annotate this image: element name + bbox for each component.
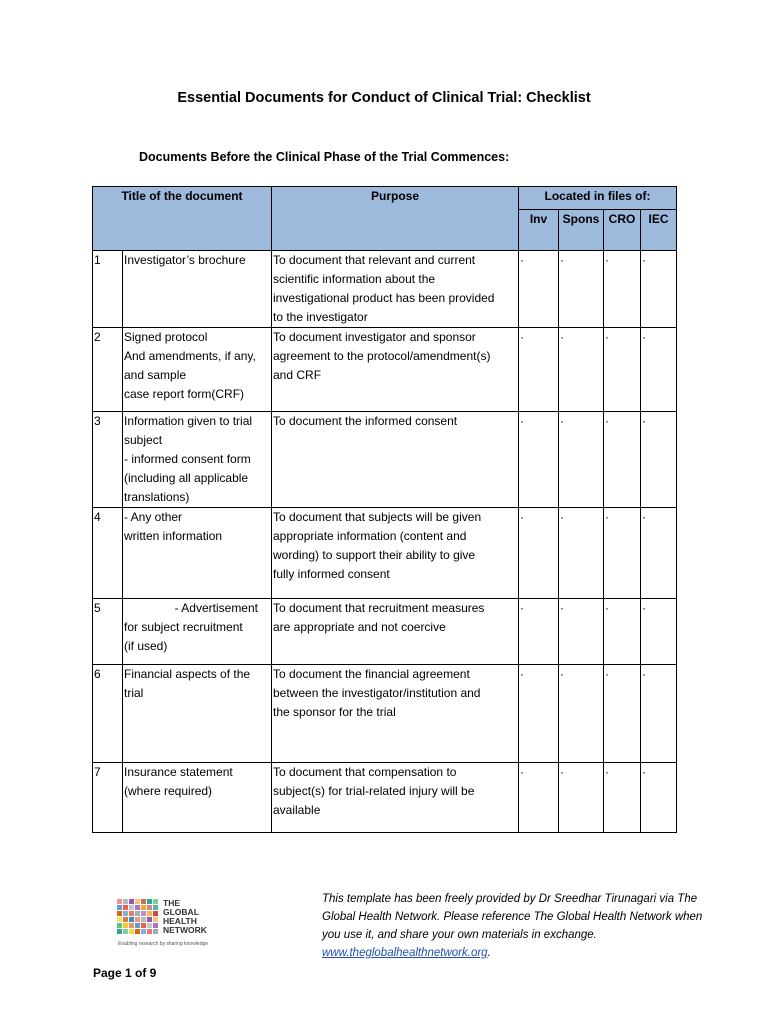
purpose-line: to the investigator — [273, 310, 368, 324]
website-link[interactable]: www.theglobalhealthnetwork.org — [322, 947, 488, 959]
file-mark-iec: · — [641, 251, 677, 328]
file-mark-cro: · — [604, 328, 641, 412]
logo-square — [117, 899, 122, 904]
purpose-line: fully informed consent — [273, 567, 390, 581]
document-title-line: and sample — [124, 368, 187, 382]
logo-square — [153, 917, 158, 922]
purpose-cell — [272, 251, 519, 328]
logo-square — [123, 905, 128, 910]
purpose-line: To document that subjects will be given — [273, 510, 482, 524]
document-title-line: Investigator’s brochure — [124, 253, 246, 267]
header-title-of-document: Title of the document — [93, 187, 272, 251]
row-number: 3 — [93, 412, 123, 508]
file-mark-spons: · — [559, 599, 604, 665]
logo-square — [123, 929, 128, 934]
row-number: 7 — [93, 763, 123, 833]
logo-square — [123, 899, 128, 904]
logo-square — [135, 923, 140, 928]
document-title-line: for subject recruitment — [124, 620, 243, 634]
document-title-line: subject — [124, 433, 163, 447]
purpose-cell — [272, 763, 519, 833]
logo-square — [147, 923, 152, 928]
document-title-line: (including all applicable — [124, 471, 249, 485]
document-title-line: And amendments, if any, — [124, 349, 256, 363]
file-mark-spons: · — [559, 251, 604, 328]
footer-note-line: Global Health Network. Please reference The Global Health Network when — [322, 911, 703, 923]
footer-note-line: This template has been freely provided by Dr Sreedhar Tirunagari via The — [322, 893, 698, 905]
logo-square — [147, 911, 152, 916]
purpose-line: are appropriate and not coercive — [273, 620, 446, 634]
logo-square — [153, 899, 158, 904]
file-mark-spons: · — [559, 763, 604, 833]
checklist-table — [92, 186, 677, 833]
document-title-line: - informed consent form — [124, 452, 251, 466]
section-subtitle: Documents Before the Clinical Phase of the Trial Commences: — [139, 150, 510, 164]
table-row — [93, 251, 677, 328]
logo-square — [117, 911, 122, 916]
file-mark-iec: · — [641, 328, 677, 412]
file-mark-iec: · — [641, 412, 677, 508]
file-mark-cro: · — [604, 665, 641, 763]
row-number: 6 — [93, 665, 123, 763]
document-title-cell — [123, 665, 272, 763]
document-title-line: - Any other — [124, 510, 183, 524]
purpose-line: To document investigator and sponsor — [273, 330, 476, 344]
logo-square — [147, 905, 152, 910]
purpose-line: To document that recruitment measures — [273, 601, 485, 615]
purpose-line: To document that compensation to — [273, 765, 457, 779]
document-title-line: Information given to trial — [124, 414, 253, 428]
file-mark-inv: · — [519, 508, 559, 599]
document-title-line: trial — [124, 686, 144, 700]
row-number: 5 — [93, 599, 123, 665]
header-iec: IEC — [641, 210, 677, 251]
logo-square — [129, 923, 134, 928]
logo-square — [129, 917, 134, 922]
logo-square — [135, 917, 140, 922]
file-mark-iec: · — [641, 508, 677, 599]
file-mark-inv: · — [519, 763, 559, 833]
purpose-line: appropriate information (content and — [273, 529, 467, 543]
logo-square — [129, 911, 134, 916]
logo-square — [141, 917, 146, 922]
purpose-cell — [272, 599, 519, 665]
file-mark-iec: · — [641, 665, 677, 763]
logo-graphic — [117, 897, 227, 949]
logo-square — [147, 929, 152, 934]
document-title-line: - Advertisement — [174, 601, 258, 615]
document-title-line: Signed protocol — [124, 330, 208, 344]
purpose-cell — [272, 665, 519, 763]
document-title-line: Financial aspects of the — [124, 667, 251, 681]
logo-square — [129, 899, 134, 904]
row-number: 2 — [93, 328, 123, 412]
purpose-cell — [272, 328, 519, 412]
logo-square — [129, 929, 134, 934]
file-mark-inv: · — [519, 412, 559, 508]
row-number: 1 — [93, 251, 123, 328]
purpose-line: between the investigator/institution and — [273, 686, 481, 700]
logo-square — [153, 905, 158, 910]
file-mark-cro: · — [604, 251, 641, 328]
purpose-line: To document the informed consent — [273, 414, 458, 428]
logo-text-line4: NETWORK — [163, 925, 207, 935]
document-title-cell — [123, 599, 272, 665]
table-row — [93, 508, 677, 599]
document-title-cell — [123, 412, 272, 508]
logo-square — [135, 929, 140, 934]
purpose-cell — [272, 412, 519, 508]
logo-square — [135, 905, 140, 910]
header-cro: CRO — [604, 210, 641, 251]
document-title-line: written information — [124, 529, 223, 543]
table-row — [93, 763, 677, 833]
logo-square — [123, 923, 128, 928]
document-title-cell — [123, 763, 272, 833]
logo-square — [129, 905, 134, 910]
logo-text-line1: THE — [163, 898, 180, 908]
logo-square — [147, 917, 152, 922]
header-purpose: Purpose — [272, 187, 519, 251]
file-mark-inv: · — [519, 599, 559, 665]
document-title-line: (where required) — [124, 784, 213, 798]
purpose-line: To document the financial agreement — [273, 667, 470, 681]
document-title-cell — [123, 508, 272, 599]
logo-square — [141, 929, 146, 934]
purpose-line: investigational product has been provided — [273, 291, 495, 305]
purpose-line: To document that relevant and current — [273, 253, 476, 267]
page-title: Essential Documents for Conduct of Clinical Trial: Checklist — [177, 90, 591, 106]
header-located-in-files: Located in files of: — [519, 187, 677, 210]
purpose-line: agreement to the protocol/amendment(s) — [273, 349, 491, 363]
file-mark-cro: · — [604, 508, 641, 599]
logo-square — [141, 905, 146, 910]
file-mark-iec: · — [641, 763, 677, 833]
logo-square — [141, 899, 146, 904]
logo-text-line2: GLOBAL — [163, 907, 199, 917]
link-suffix: . — [487, 947, 491, 959]
file-mark-inv: · — [519, 328, 559, 412]
table-row — [93, 328, 677, 412]
logo-square — [141, 911, 146, 916]
document-title-line: (if used) — [124, 639, 168, 653]
document-title-line: translations) — [124, 490, 190, 504]
file-mark-spons: · — [559, 328, 604, 412]
logo-square — [153, 923, 158, 928]
document-title-line: case report form(CRF) — [124, 387, 245, 401]
logo-square — [117, 929, 122, 934]
logo-square — [153, 929, 158, 934]
logo-square — [147, 899, 152, 904]
logo-square — [141, 923, 146, 928]
table-row — [93, 665, 677, 763]
purpose-cell — [272, 508, 519, 599]
global-health-network-logo — [117, 897, 227, 949]
file-mark-spons: · — [559, 665, 604, 763]
logo-tagline: Enabling research by sharing knowledge — [118, 941, 209, 947]
header-inv: Inv — [519, 210, 559, 251]
file-mark-spons: · — [559, 412, 604, 508]
purpose-line: the sponsor for the trial — [273, 705, 396, 719]
logo-square — [135, 899, 140, 904]
checklist-body — [93, 251, 677, 833]
logo-square — [123, 917, 128, 922]
logo-square — [153, 911, 158, 916]
table-row — [93, 412, 677, 508]
file-mark-inv: · — [519, 251, 559, 328]
footer-note-line: you use it, and share your own materials in exchange. — [322, 929, 597, 941]
file-mark-iec: · — [641, 599, 677, 665]
logo-square — [117, 923, 122, 928]
file-mark-cro: · — [604, 599, 641, 665]
logo-square — [117, 917, 122, 922]
file-mark-cro: · — [604, 412, 641, 508]
header-spons: Spons — [559, 210, 604, 251]
logo-square — [117, 905, 122, 910]
footer-note — [322, 890, 717, 962]
file-mark-inv: · — [519, 665, 559, 763]
logo-text-line3: HEALTH — [163, 916, 197, 926]
table-row — [93, 599, 677, 665]
row-number: 4 — [93, 508, 123, 599]
purpose-line: scientific information about the — [273, 272, 436, 286]
page-number: Page 1 of 9 — [93, 966, 157, 980]
purpose-line: wording) to support their ability to give — [273, 548, 476, 562]
logo-square — [135, 911, 140, 916]
logo-square — [123, 911, 128, 916]
purpose-line: and CRF — [273, 368, 322, 382]
document-title-cell — [123, 251, 272, 328]
document-title-cell — [123, 328, 272, 412]
document-title-line: Insurance statement — [124, 765, 233, 779]
file-mark-cro: · — [604, 763, 641, 833]
purpose-line: subject(s) for trial-related injury will be — [273, 784, 475, 798]
purpose-line: available — [273, 803, 321, 817]
file-mark-spons: · — [559, 508, 604, 599]
